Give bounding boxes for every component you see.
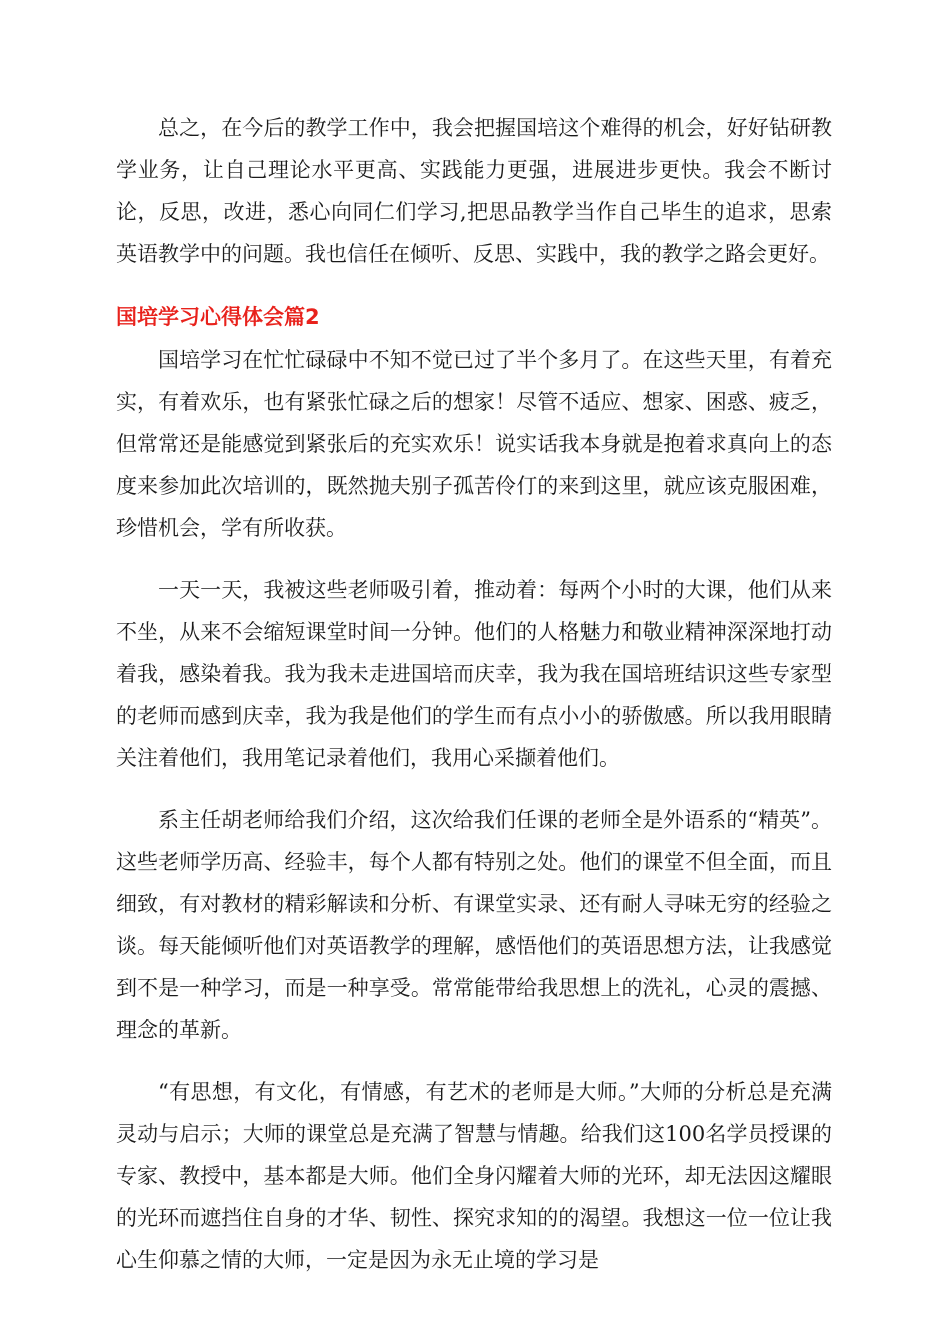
document-page [116,107,832,1301]
body-paragraph: 系主任胡老师给我们介绍，这次给我们任课的老师全是外语系的“精英”。这些老师学历高、经验丰，每个人都有特别之处。他们的课堂不但全面，而且细致，有对教材的精彩解读和分析、有课堂实录、还有耐人寻味无穷的经验之谈。每天能倾听他们对英语教学的理解，感悟他们的英语思想方法，让我感觉到不是一种学习，而是一种享受。常常能带给我思想上的洗礼，心灵的震撼、理念的革新。 [116,808,832,1042]
body-paragraph: 一天一天，我被这些老师吸引着，推动着：每两个小时的大课，他们从来不坐，从来不会缩短课堂时间一分钟。他们的人格魅力和敬业精神深深地打动着我，感染着我。我为我未走进国培而庆幸，我为我在国培班结识这些专家型的老师而感到庆幸，我为我是他们的学生而有点小小的骄傲感。所以我用眼睛关注着他们，我用笔记录着他们，我用心采撷着他们。 [116,578,832,770]
body-paragraph: 国培学习在忙忙碌碌中不知不觉已过了半个多月了。在这些天里，有着充实，有着欢乐，也有紧张忙碌之后的想家！尽管不适应、想家、困惑、疲乏，但常常还是能感觉到紧张后的充实欢乐！说实话我本身就是抱着求真向上的态度来参加此次培训的，既然抛夫别子孤苦伶仃的来到这里，就应该克服困难，珍惜机会，学有所收获。 [116,348,832,540]
body-paragraph: “有思想，有文化，有情感，有艺术的老师是大师。”大师的分析总是充满灵动与启示；大师的课堂总是充满了智慧与情趣。给我们这100名学员授课的专家、教授中，基本都是大师。他们全身闪耀着大师的光环，却无法因这耀眼的光环而遮挡住自身的才华、韧性、探究求知的的渴望。我想这一位一位让我心生仰慕之情的大师，一定是因为永无止境的学习是 [116,1080,832,1272]
section-heading: 国培学习心得体会篇2 [116,305,320,329]
body-paragraph: 总之，在今后的教学工作中，我会把握国培这个难得的机会，好好钻研教学业务，让自己理论水平更高、实践能力更强，进展进步更快。我会不断讨论，反思，改进，悉心向同仁们学习,把思品教学当作自己毕生的追求，思索英语教学中的问题。我也信任在倾听、反思、实践中，我的教学之路会更好。 [116,116,832,266]
